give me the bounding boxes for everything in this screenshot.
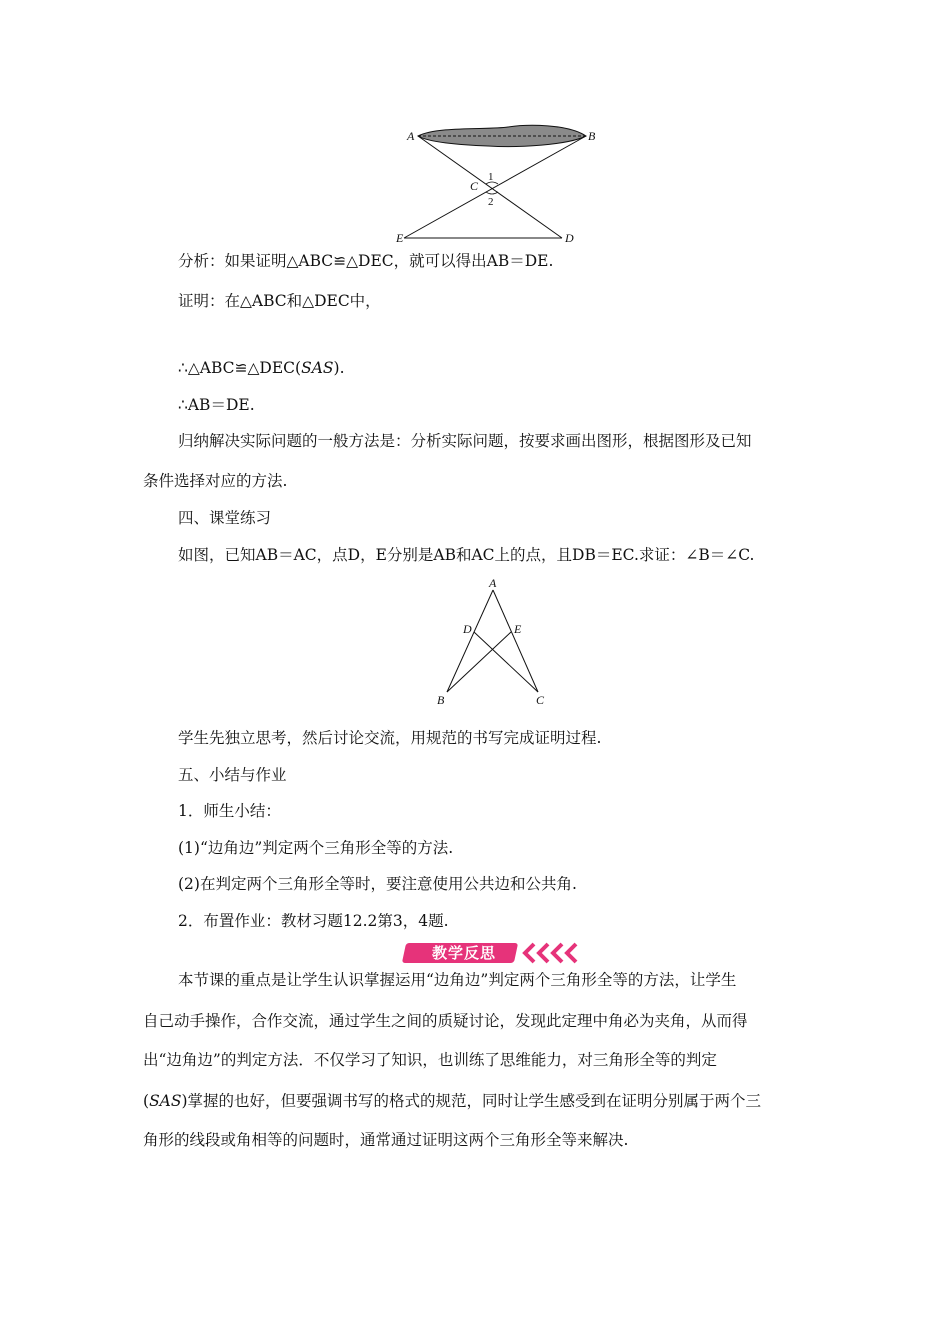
banner-title: 教学反思 xyxy=(431,944,496,962)
label-e: E xyxy=(514,622,522,636)
reflection-line-1: 本节课的重点是让学生认识掌握运用“边角边”判定两个三角形全等的方法，让学生 xyxy=(178,971,737,989)
label-a: A xyxy=(489,576,497,590)
summary-item-1: 1．师生小结： xyxy=(178,802,281,820)
sas-abbrev: SAS xyxy=(301,359,334,377)
chevrons-icon xyxy=(520,941,578,965)
reflection-banner xyxy=(404,941,580,965)
label-c: C xyxy=(536,693,545,707)
segment-ad xyxy=(418,136,562,238)
label-angle-1: 1 xyxy=(488,171,494,183)
segment-ab xyxy=(447,590,493,692)
method-summary-line1: 归纳解决实际问题的一般方法是：分析实际问题，按要求画出图形，根据图形及已知 xyxy=(178,432,752,450)
proof-intro: 证明：在△ABC和△DEC中， xyxy=(178,292,381,310)
method-summary-line2: 条件选择对应的方法. xyxy=(143,472,288,490)
reflection-line-4-start: ( xyxy=(143,1092,150,1110)
reflection-line-5: 角形的线段或角相等的问题时，通常通过证明这两个三角形全等来解决. xyxy=(143,1131,629,1149)
therefore-congruent-text: ∴△ABC≌△DEC( xyxy=(178,359,302,377)
pond-figure xyxy=(398,118,608,250)
therefore-ab-de: ∴AB＝DE. xyxy=(178,396,255,414)
segment-eb xyxy=(447,632,511,692)
label-angle-2: 2 xyxy=(488,196,494,208)
therefore-congruent-end: ). xyxy=(333,359,345,377)
label-e: E xyxy=(396,231,404,245)
reflection-line-3: 出“边角边”的判定方法．不仅学习了知识，也训练了思维能力，对三角形全等的判定 xyxy=(143,1051,717,1069)
reflection-sas: SAS xyxy=(149,1092,182,1110)
label-b: B xyxy=(437,693,445,707)
segment-ac xyxy=(493,590,538,692)
students-activity: 学生先独立思考，然后讨论交流，用规范的书写完成证明过程. xyxy=(178,729,602,747)
segment-be xyxy=(404,136,586,238)
label-a: A xyxy=(407,129,415,143)
summary-item-1a: (1)“边角边”判定两个三角形全等的方法. xyxy=(178,839,454,857)
summary-item-2: 2．布置作业：教材习题12.2第3，4题. xyxy=(178,912,449,930)
segment-dc xyxy=(474,632,538,692)
angle-mark-2 xyxy=(486,192,498,194)
label-c: C xyxy=(470,179,479,193)
summary-item-1b: (2)在判定两个三角形全等时，要注意使用公共边和公共角. xyxy=(178,875,577,893)
exercise-text: 如图，已知AB＝AC，点D，E分别是AB和AC上的点，且DB＝EC.求证：∠B＝∠C. xyxy=(178,546,755,564)
reflection-line-4-rest: )掌握的也好，但要强调书写的格式的规范，同时让学生感受到在证明分别属于两个三 xyxy=(181,1092,762,1110)
therefore-congruent xyxy=(178,358,345,378)
reflection-line-2: 自己动手操作，合作交流，通过学生之间的质疑讨论，发现此定理中角必为夹角，从而得 xyxy=(143,1012,748,1030)
section-heading-practice: 四、课堂练习 xyxy=(178,509,272,527)
section-heading-summary: 五、小结与作业 xyxy=(178,766,287,784)
label-d: D xyxy=(463,622,472,636)
analysis-text: 分析：如果证明△ABC≌△DEC，就可以得出AB＝DE. xyxy=(178,252,554,270)
triangle-figure xyxy=(430,574,560,708)
label-b: B xyxy=(588,129,596,143)
reflection-line-4 xyxy=(143,1091,761,1111)
label-d: D xyxy=(565,231,574,245)
